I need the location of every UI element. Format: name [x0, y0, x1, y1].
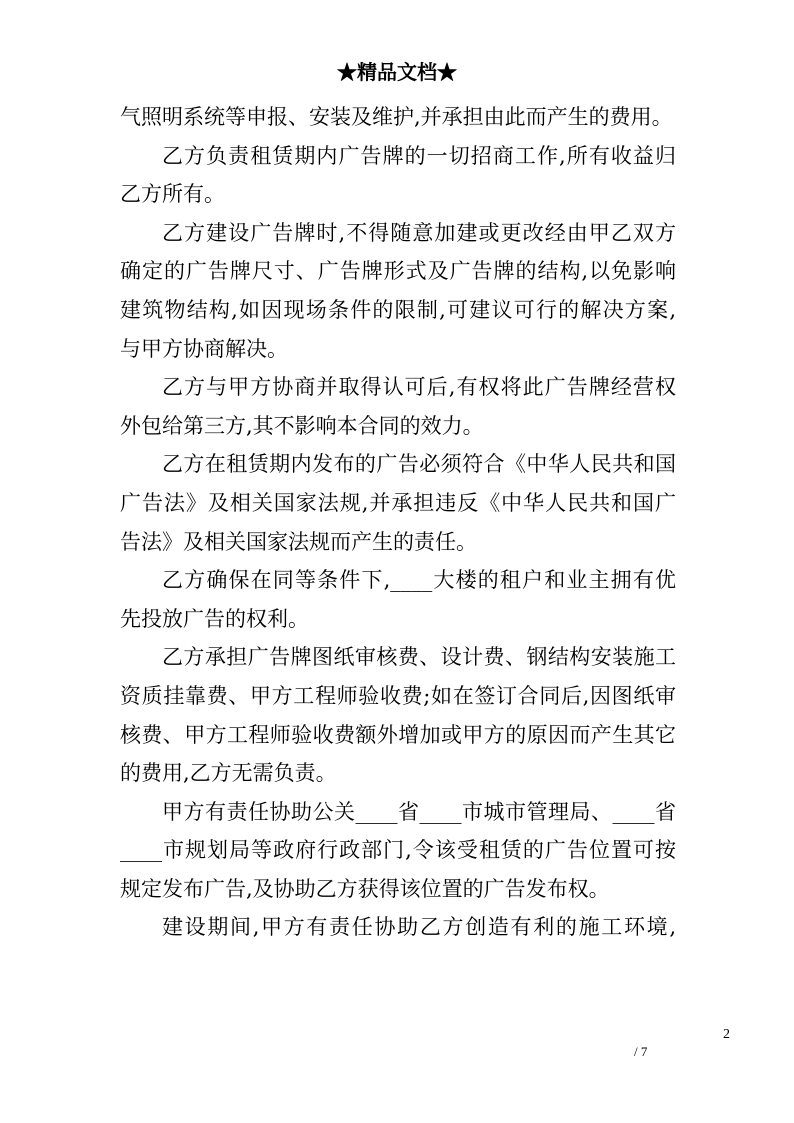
text-line: 先投放广告的权利。	[120, 606, 309, 631]
text-line: 核费、甲方工程师验收费额外增加或甲方的原因而产生其它	[120, 722, 676, 747]
page-number: 2	[723, 1027, 730, 1042]
text-line: 建筑物结构,如因现场条件的限制,可建议可行的解决方案,	[120, 297, 676, 322]
text-line: 建设期间,甲方有责任协助乙方创造有利的施工环境,	[162, 915, 676, 940]
text-line: 外包给第三方,其不影响本合同的效力。	[120, 413, 484, 438]
text-line: 气照明系统等申报、安装及维护,并承担由此而产生的费用。	[120, 105, 673, 129]
document-header-title: ★精品文档★	[337, 60, 457, 84]
document-body	[120, 98, 676, 947]
text-line: 乙方确保在同等条件下,____大楼的租户和业主拥有优	[162, 568, 676, 593]
text-line: 确定的广告牌尺寸、广告牌形式及广告牌的结构,以免影响	[120, 259, 676, 284]
text-line: 资质挂靠费、甲方工程师验收费;如在签订合同后,因图纸审	[120, 683, 676, 708]
text-line: 乙方建设广告牌时,不得随意加建或更改经由甲乙双方	[162, 220, 676, 245]
text-line: 的费用,乙方无需负责。	[120, 761, 337, 786]
text-line: 规定发布广告,及协助乙方获得该位置的广告发布权。	[120, 876, 610, 901]
text-line: 广告法》及相关国家法规,并承担违反《中华人民共和国广	[120, 490, 676, 515]
text-line: 甲方有责任协助公关____省____市城市管理局、____省	[162, 799, 676, 824]
text-line: 乙方与甲方协商并取得认可后,有权将此广告牌经营权	[162, 375, 676, 400]
text-line: 告法》及相关国家法规而产生的责任。	[120, 529, 477, 554]
text-line: 乙方在租赁期内发布的广告必须符合《中华人民共和国	[162, 452, 676, 477]
text-line: 乙方负责租赁期内广告牌的一切招商工作,所有收益归	[162, 143, 676, 168]
text-line: 乙方承担广告牌图纸审核费、设计费、钢结构安装施工	[162, 645, 676, 670]
page-total: / 7	[634, 1044, 648, 1059]
text-line: 与甲方协商解决。	[120, 336, 288, 361]
text-line: 乙方所有。	[120, 182, 225, 207]
text-line: ____市规划局等政府行政部门,令该受租赁的广告位置可按	[120, 838, 676, 863]
